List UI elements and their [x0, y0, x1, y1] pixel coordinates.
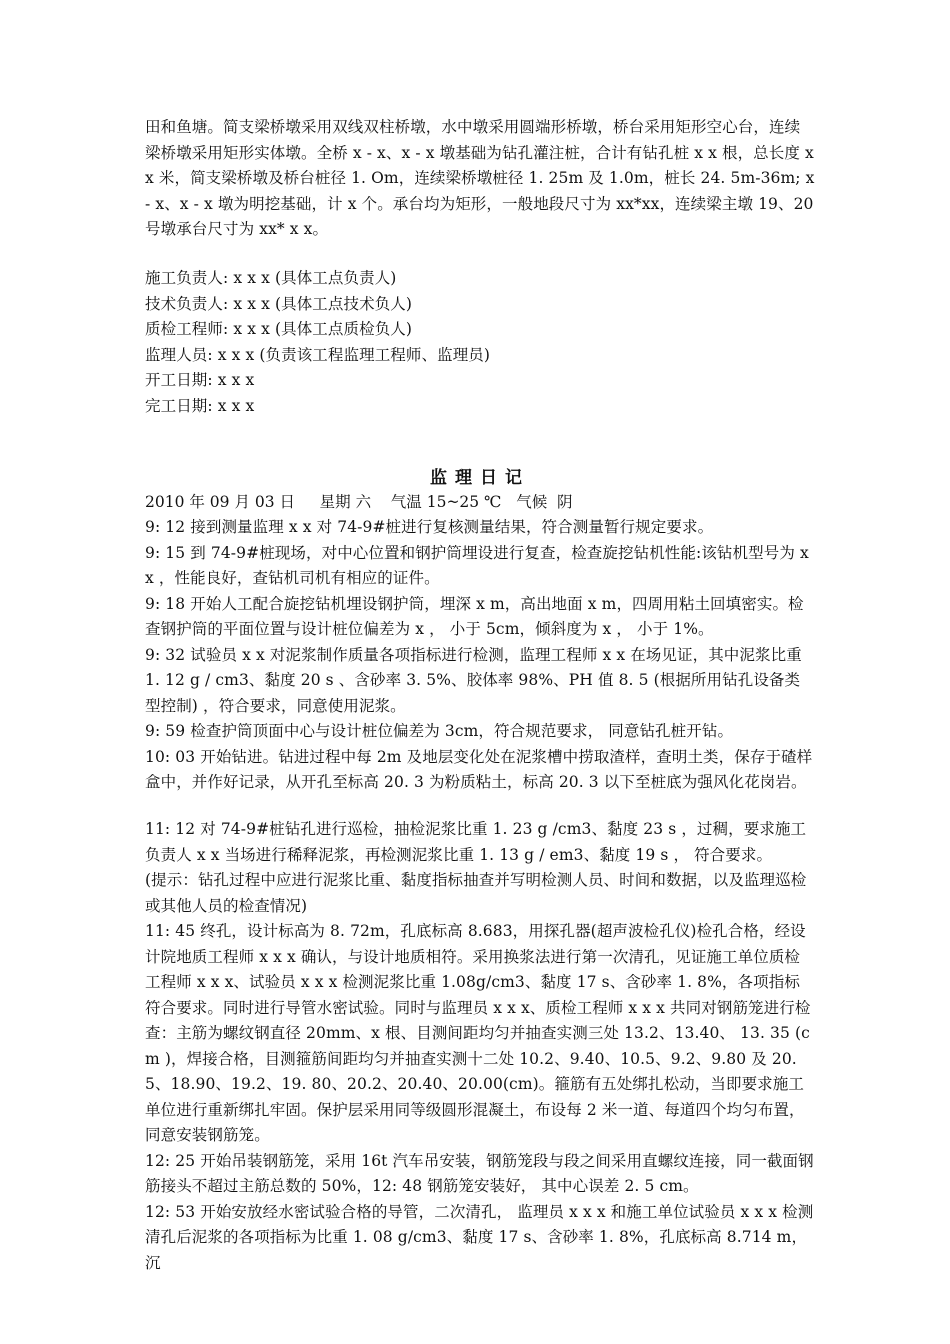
personnel-list — [145, 266, 815, 419]
diary-entry: 11: 12 对 74-9#桩钻孔进行巡检，抽检泥浆比重 1. 23 g /cm3、黏度 23 s ，过稠，要求施工负责人 x x 当场进行稀释泥浆，再检测泥浆比重 1. 13 g / em3、黏度 19 s ， 符合要求。 — [145, 820, 807, 864]
quality-engineer-line: 质检工程师: x x x (具体工点质检负人) — [145, 320, 413, 338]
diary-entries-morning — [145, 515, 815, 796]
intro-paragraph: 田和鱼塘。简支梁桥墩采用双线双柱桥墩，水中墩采用圆端形桥墩，桥台采用矩形空心台，连续梁桥墩采用矩形实体墩。全桥 x - x、x - x 墩基础为钻孔灌注桩，合计有钻孔桩 x x 根，总长度 x x 米，简支梁桥墩及桥台桩径 1. Om，连续梁桥墩桩径 1. 25m 及 1.0m，桩长 24. 5m-36m; x - x、x - x 墩为明挖基础，计 x 个。承台均为矩形，一般地段尺寸为 xx*xx，连续梁主墩 19、20 号墩承台尺寸为 xx* x x。 — [145, 118, 815, 238]
diary-entries-later — [145, 817, 815, 1276]
supervisor-line: 监理人员: x x x (负责该工程监理工程师、监理员) — [145, 345, 491, 364]
diary-entry: 9: 12 接到测量监理 x x 对 74-9#桩进行复核测量结果，符合测量暂行规定要求。 — [145, 518, 714, 536]
technical-lead-line: 技术负责人: x x x (具体工点技术负人) — [145, 294, 413, 313]
diary-dateline: 2010 年 09 月 03 日 星期 六 气温 15~25 ℃ 气候 阴 — [145, 493, 573, 511]
diary-entry: 9: 15 到 74-9#桩现场，对中心位置和钢护筒埋设进行复查，检查旋挖钻机性能:该钻机型号为 x x ，性能良好，查钻机司机有相应的证件。 — [145, 543, 809, 587]
end-date-line: 完工日期: x x x — [145, 396, 255, 415]
diary-entry: 9: 18 开始人工配合旋挖钻机埋设钢护筒，埋深 x m，高出地面 x m，四周用粘土回填密实。检查钢护筒的平面位置与设计桩位偏差为 x ， 小于 5cm，倾斜度为 x ， 小于 1%。 — [145, 594, 804, 638]
start-date-line: 开工日期: x x x — [145, 371, 255, 389]
construction-lead-line: 施工负责人: x x x (具体工点负责人) — [145, 269, 397, 287]
diary-entry: 11: 45 终孔，设计标高为 8. 72m，孔底标高 8.683，用探孔器(超声波检孔仪)检孔合格，经设计院地质工程师 x x x 确认，与设计地质相符。采用换浆法进行第一次清孔，见证施工单位质检工程师 x x x、试验员 x x x 检测泥浆比重 1.08g/cm3、黏度 17 s、含砂率 1. 8%，各项指标符合要求。同时进行导管水密试验。同时与监理员 x x x、质检工程师 x x x 共同对钢筋笼进行检查：主筋为螺纹钢直径 20mm、x 根、目测间距均匀并抽查实测三处 13.2、13.40、 13. 35 (cm )，焊接合格，目测箍筋间距均匀并抽查实测十二处 10.2、9.40、10.5、9.2、9.80 及 20.5、18.90、19.2、19. 80、20.2、20.40、20.00(cm)。箍筋有五处绑扎松动，当即要求施工单位进行重新绑扎牢固。保护层采用同等级圆形混凝土，布设每 2 米一道、每道四个均匀布置， 同意安装钢筋笼。 — [145, 922, 811, 1144]
diary-entry: 12: 53 开始安放经水密试验合格的导管，二次清孔， 监理员 x x x 和施工单位试验员 x x x 检测清孔后泥浆的各项指标为比重 1. 08 g/cm3、黏度 17 s、含砂率 1. 8%，孔底标高 8.714 m，沉 — [145, 1202, 814, 1272]
diary-entry: 12: 25 开始吊装钢筋笼，采用 16t 汽车吊安装，钢筋笼段与段之间采用直螺纹连接，同一截面钢筋接头不超过主筋总数的 50%，12: 48 钢筋笼安装好， 其中心误差 2. 5 cm。 — [145, 1151, 814, 1195]
diary-entry: 10: 03 开始钻进。钻进过程中每 2m 及地层变化处在泥浆槽中捞取渣样，查明土类，保存于碴样盒中，并作好记录，从开孔至标高 20. 3 为粉质粘土，标高 20. 3 以下至桩底为强风化花岗岩。 — [145, 747, 813, 791]
diary-entry: 9: 32 试验员 x x 对泥浆制作质量各项指标进行检测，监理工程师 x x 在场见证，其中泥浆比重 1. 12 g / cm3、黏度 20 s 、含砂率 3. 5%、胶体率 98%、PH 值 8. 5 (根据所用钻孔设备类型控制) ，符合要求，同意使用泥浆。 — [145, 645, 802, 715]
project-description — [145, 115, 815, 243]
diary-note: (提示：钻孔过程中应进行泥浆比重、黏度指标抽查并写明检测人员、时间和数据，以及监理巡检或其他人员的检查情况) — [145, 871, 807, 915]
diary-title: 监理日记 — [430, 468, 530, 488]
diary-entry: 9: 59 检查护筒顶面中心与设计桩位偏差为 3cm，符合规范要求， 同意钻孔桩开钻。 — [145, 722, 734, 740]
